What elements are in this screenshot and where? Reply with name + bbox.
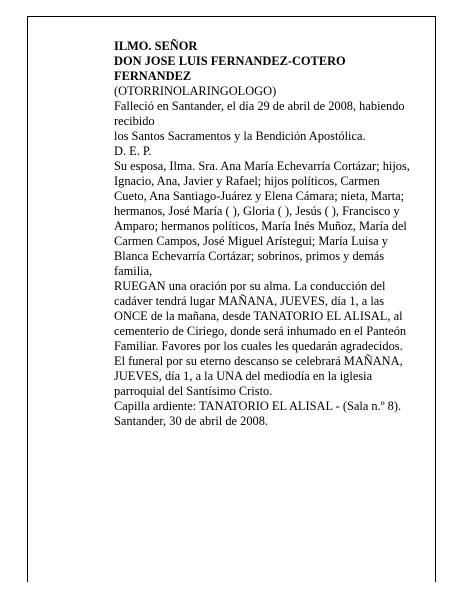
- request-text: una oración por su alma. La conducción del cadáver tendrá lugar MAÑANA, JUEVES, día 1, a las ONCE de la mañana, desde TANATORIO EL ALISAL, al cementerio de Ciriego, donde será inhumado en el Panteón Familiar. Favores por los cuales les quedarán agradecidos. El funeral por su eterno descanso se celebrará MAÑANA, JUEVES, día 1, a la UNA del mediodía en la iglesia parroquial del Santísimo Cristo.: [114, 279, 407, 398]
- rest-in-peace: D. E. P.: [114, 144, 152, 158]
- title-honorific: ILMO. SEÑOR: [114, 39, 198, 53]
- deceased-name: DON JOSE LUIS FERNANDEZ-COTERO FERNANDEZ: [114, 54, 346, 83]
- request-bold: RUEGAN: [114, 279, 166, 293]
- obituary-text: [114, 39, 414, 429]
- funeral-details: [114, 279, 414, 399]
- chapel-info: Capilla ardiente: TANATORIO EL ALISAL - (Sala n.º 8).: [114, 399, 402, 413]
- sacraments-line: los Santos Sacramentos y la Bendición Apostólica.: [114, 129, 366, 143]
- date-line: Santander, 30 de abril de 2008.: [114, 414, 268, 428]
- family-list: Su esposa, Ilma. Sra. Ana María Echevarría Cortázar; hijos, Ignacio, Ana, Javier y Rafael; hijos políticos, Carmen Cueto, Ana Santiago-Juárez y Elena Cámara; nieta, Marta; hermanos, José María ( ), Gloria ( ), Jesús ( ), Francisco y Amparo; hermanos políticos, María Inés Muñoz, María del Carmen Campos, José Miguel Arístegui; María Luisa y Blanca Echevarría Cortázar; sobrinos, primos y demás familia,: [114, 159, 410, 278]
- profession: (OTORRINOLARINGOLOGO): [114, 84, 277, 98]
- death-announcement: Falleció en Santander, el día 29 de abril de 2008, habiendo recibido: [114, 99, 405, 128]
